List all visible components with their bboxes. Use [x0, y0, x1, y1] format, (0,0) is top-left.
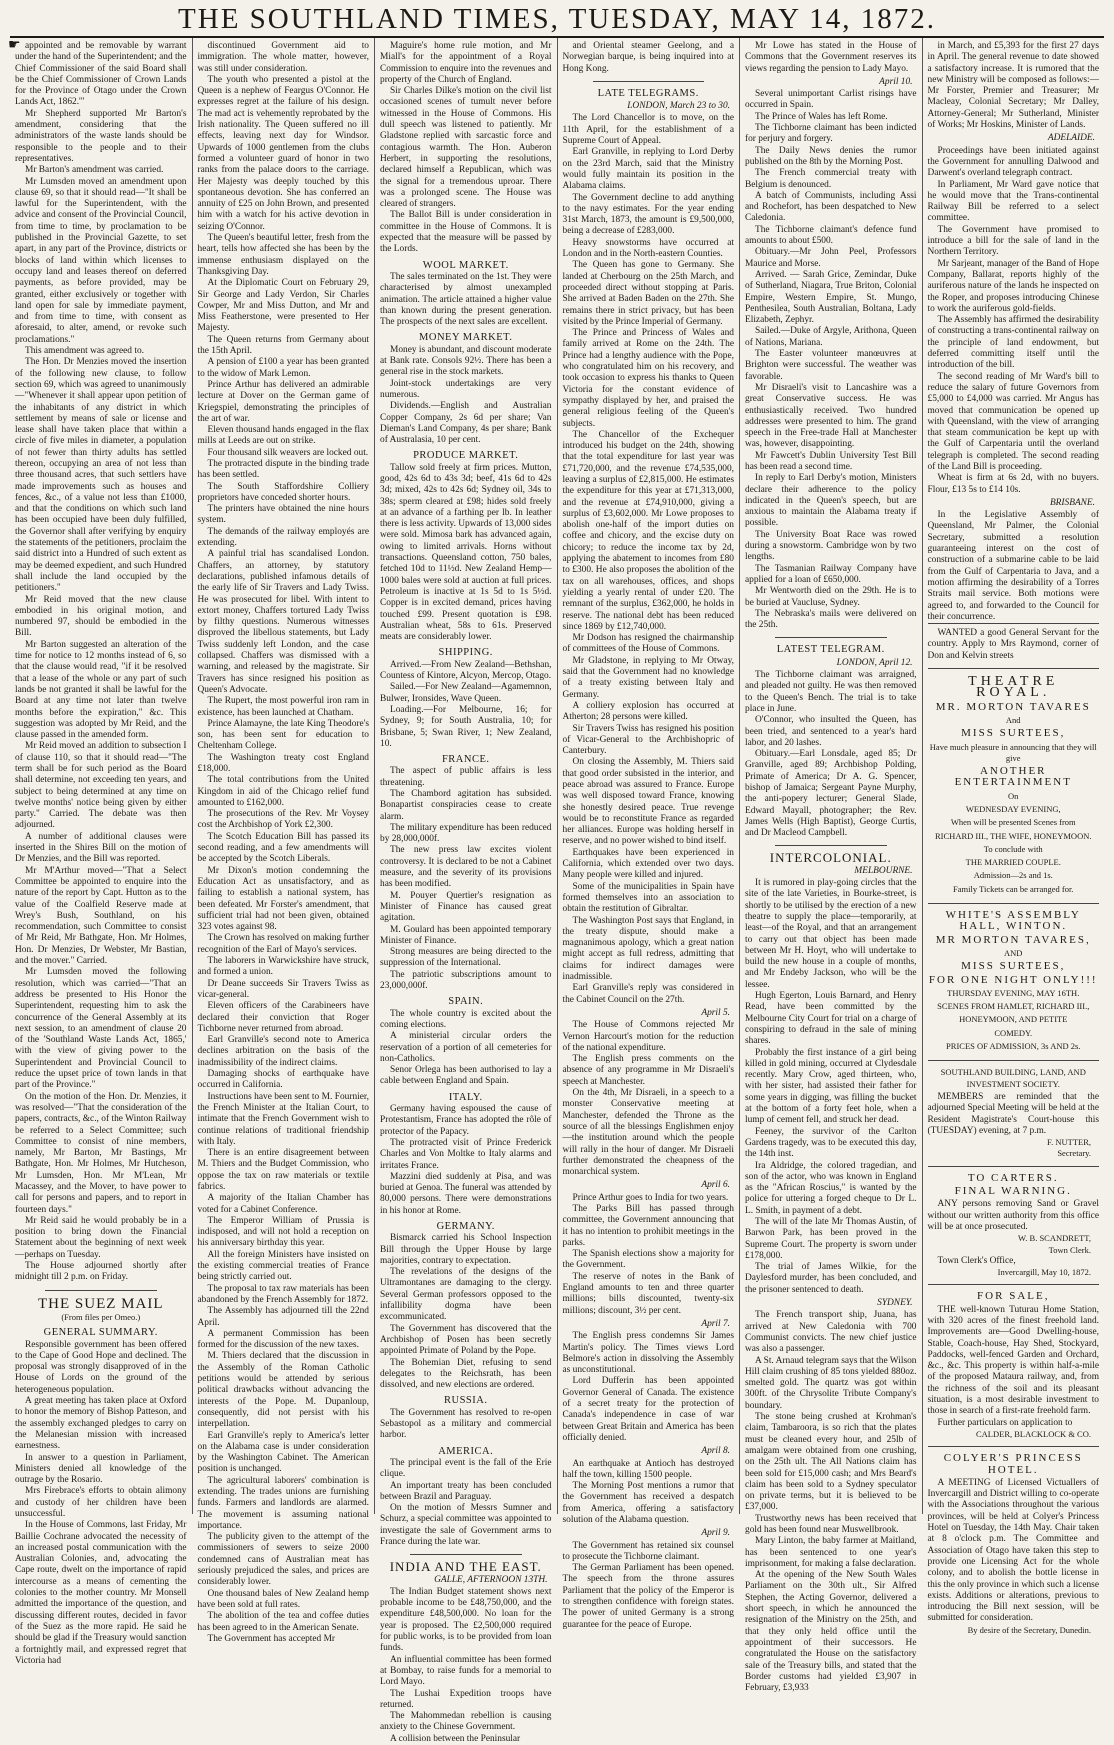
paragraph: The Nebraska's mails were delivered on the 25th. [745, 608, 917, 631]
paragraph: The English press comments on the absence of any programme in Mr Disraeli's speech at Manchester. [562, 1054, 734, 1087]
paragraph: Ira Aldridge, the colored tragedian, and son of the actor, who was known in England as the "African Roscius," is wanted by the police for uttering a forged cheque to Dr L. L. Smith, in payment of a debt. [745, 1160, 917, 1216]
paragraph: At the opening of the New South Wales Parliament on the 30th ult., Sir Alfred Stephen, the Acting Governor, delivered a short speech, in which he announced the resignation of the Ministry on the 25th, and that they only held office until the appointment of their successors. He congratulated the House on the satisfactory sale of the Treasury bills, and stated that the Border customs had yielded £3,907 in February, £3,933 [745, 1570, 917, 1694]
paragraph: A ministerial circular orders the reservation of a portion of all cemeteries for non-Catholics. [380, 1031, 552, 1064]
april-8-dateline: April 8. [701, 1446, 730, 1457]
paragraph: The South Staffordshire Colliery proprietors have conceded shorter hours. [197, 481, 369, 503]
paragraph: Sir Charles Dilke's motion on the civil list occasioned scenes of tumult never before witnessed in the House of Commons. His dull speech was listened to patiently. Mr Gladstone replied with sarcastic force and contagious warmth. The Hon. Auberon Herbert, in supporting the resolutions, declared himself a Republican, which was the signal for a tremendous uproar. There was a prolonged scene. The House was cleared of strangers. [380, 86, 552, 210]
adelaide-dateline: ADELAIDE. [1047, 133, 1095, 144]
paragraph: Earthquakes have been experienced in California, which extended over two days. Many people were killed and injured. [562, 847, 734, 881]
column-1 [10, 38, 193, 1666]
paragraph: The Scotch Education Bill has passed its second reading, and a few amendments will be accepted by the Scotch Liberals. [197, 831, 369, 865]
paragraph: Probably the first instance of a girl being killed in gold mining, occurred at Clydesdale recently. Mary Crow, aged thirteen, who, with her sister, had assisted their father for some years in digging, was filling the bucket at the bottom of a forty feet hole, when a lump of cement fell, and struck her dead. [745, 1047, 917, 1126]
paragraph: The Government has resolved to re-open Sebastopol as a military and commercial harbor. [380, 1407, 552, 1441]
paragraph: The Rupert, the most powerful iron ram in existence, has been launched at Chatham. [197, 696, 369, 718]
sydney [745, 1310, 917, 1694]
paragraph: The new press law excites violent controversy. It is declared to be not a Cabinet measure, and the severity of its provisions has been modified. [380, 845, 552, 890]
paragraph: Arrived.—From New Zealand—Bethshan, Countess of Kintore, Alcyon, Mercop, Otago. [380, 659, 552, 682]
paragraph: The Washington treaty cost England £18,000. [197, 752, 369, 774]
paragraph: Mazzini died suddenly at Pisa, and was buried at Genoa. The funeral was attended by 80,000 persons. There were demonstrations in his honor at Rome. [380, 1171, 552, 1216]
paragraph: On the 4th, Mr Disraeli, in a speech to a monster Conservative meeting at Manchester, defended the Throne as the source of all the blessings Englishmen enjoy—the institution around which the people will rally in the hour of danger. Mr Disraeli further demonstrated the cheapness of the monarchical system. [562, 1088, 734, 1178]
paragraph: Trustworthy news has been received that gold has been found near Muswellbrook. [745, 1513, 917, 1535]
paragraph: Mr Reid said he would probably be in a position to bring down the Financial Statement about the beginning of next week—perhaps on Tuesday. [15, 1215, 187, 1260]
brisbane [928, 510, 1100, 623]
paragraph: An important treaty has been concluded between Brazil and Paraguay. [380, 1480, 552, 1502]
ad-whites-hall [928, 903, 1100, 1060]
paragraph: The Washington Post says that England, in the treaty dispute, should make a magnanimous apology, which a great nation might accept as full redress, admitting that claims for indirect damages were inadmissible. [562, 915, 734, 983]
paragraph: Obituary.—Earl Lonsdale, aged 85; Dr Granville, aged 89; Archbishop Polding, Primate of America; Dr A. G. Spencer, bishop of Jamaica; Sergeant Payne Murphy, the anti-popery lecturer; General Slade, Edward Mayall, photographer; the Rev. James Wells (High Baptist), George Curtis, and Dr Macleod Campbell. [745, 749, 917, 839]
carters-sub: FINAL WARNING. [954, 1185, 1072, 1198]
paragraph: The Queen returns from Germany about the 15th April. [197, 334, 369, 357]
france [380, 766, 552, 992]
paragraph: The prosecutions of the Rev. Mr Voysey cost the Archbishop of York £2,300. [197, 809, 369, 831]
melbourne [745, 878, 917, 1296]
suez-summary [15, 1340, 187, 1668]
paragraph: Dr Deane succeeds Sir Travers Twiss as vicar-general. [197, 978, 369, 1000]
paragraph: The protracted dispute in the binding trade has been settled. [197, 458, 369, 481]
paragraph: At the Diplomatic Court on February 29, Sir George and Lady Verdon, Sir Charles Cowper, Mr and Miss Dutton, and Mr and Miss Featherstone, were presented to Her Majesty. [197, 278, 369, 334]
whites-performer-2: MISS SURTEES, [961, 960, 1066, 973]
paragraph: The reserve of notes in the Bank of England amounts to ten and three quarter millions; bills discounted, twenty-six millions; discount, 3½ per cent. [562, 1271, 734, 1316]
paragraph: The Assembly has affirmed the desirability of constructing a trans-continental railway on the principle of land endowment, but deferred committing itself until the introduction of the bill. [927, 315, 1100, 371]
paragraph: The military expenditure has been reduced by 28,000,000f. [380, 822, 552, 845]
ad-servant-wanted [928, 623, 1100, 668]
paragraph: A permanent Commission has been formed for the discussion of the new taxes. [197, 1328, 369, 1351]
april-10 [745, 89, 917, 631]
india-heading: INDIA AND THE EAST. [389, 1559, 542, 1575]
paragraph: The Lushai Expedition troops have returned. [380, 1688, 552, 1710]
paragraph: The Indian Budget statement shows next probable income to be £48,750,000, and the expenditure £48,500,000. No loan for the year is proposed. The £2,500,000 required for public works, is to be provided from loan funds. [380, 1586, 552, 1654]
april-9-dateline: April 9. [701, 1528, 730, 1539]
paragraph: Hugh Egerton, Louis Barnard, and Henry Read, have been committed by the Melbourne City Court for trial on a charge of conspiring to defraud in the sale of mining shares. [745, 991, 917, 1047]
carters-signature: W. B. SCANDRETT, [1018, 1233, 1091, 1244]
paragraph: Dividends.—English and Australian Copper Company, 2s 6d per share; Van Dieman's Land Company, 4s per share; Bank of Australasia, 10 per cent. [380, 401, 552, 446]
paragraph: The whole country is excited about the coming elections. [380, 1008, 552, 1030]
france-heading: FRANCE. [441, 754, 490, 766]
italy-heading: ITALY. [448, 1091, 483, 1103]
colyer-signature: By desire of the Secretary, Dunedin. [967, 1624, 1091, 1635]
paragraph: Earl Granville's reply to America's letter on the Alabama case is under consideration by the Washington Cabinet. The American position is unchanged. [197, 1430, 369, 1475]
paragraph: In Parliament, Mr Ward gave notice that he would move that the Trans-continental Railway Bill be referred to a select committee. [927, 179, 1099, 224]
paragraph: Senor Orlega has been authorised to lay a cable between England and Spain. [380, 1065, 552, 1087]
late-dateline: LONDON, March 23 to 30. [627, 101, 730, 112]
produce-market-heading: PRODUCE MARKET. [413, 450, 519, 462]
paragraph: Loading.—For Melbourne, 16; for Sydney, 9; for South Australia, 10; for Brisbane, 5; Swan River, 1; New Zealand, 10. [380, 704, 552, 749]
paragraph: Eleven thousand hands engaged in the flax mills at Leeds are out on strike. [197, 425, 369, 447]
whites-scenes-2: HONEYMOON, AND PETITE [959, 1014, 1068, 1025]
theatre-entertainment: ANOTHER ENTERTAINMENT [954, 765, 1072, 789]
paragraph: Mr Dixon's motion condemning the Education Act as unsatisfactory, and as failing to establish a national system, has been defeated. Mr Forster's amendment, that sufficient trial had not been given, obtained 323 votes against 98. [197, 865, 369, 933]
paragraph: Mr Fawcett's Dublin University Test Bill has been read a second time. [745, 450, 917, 472]
paragraph: O'Connor, who insulted the Queen, has been tried, and sentenced to a year's hard labor, and 20 lashes. [745, 715, 917, 748]
paragraph: The printers have obtained the nine hours system. [197, 504, 369, 526]
spain-heading: SPAIN. [448, 996, 484, 1008]
paragraph: The Queen's beautiful letter, fresh from the heart, tells how affected she has been by the immense enthusiasm displayed on the Thanksgiving Day. [197, 233, 369, 277]
paragraph: The English press condemns Sir James Martin's policy. The Times views Lord Belmore's action in dissolving the Assembly as unconstitutional. [562, 1331, 734, 1376]
russia-heading: RUSSIA. [444, 1395, 488, 1407]
paragraph: The second reading of Mr Ward's bill to reduce the salary of future Governors from £5,000 to £4,000 was carried. Mr Angus has moved that communication be opened up with Queensland, with the view of arranging that steam communication be kept up with the Gulf of Carpentaria until the overland telegraph is completed. The second reading of the Land Bill is proceeding. [927, 371, 1099, 472]
wool-market [380, 272, 552, 328]
paragraph: Some of the municipalities in Spain have formed themselves into an association to obtain the restitution of Gibraltar. [562, 881, 734, 915]
colyer-body: A MEETING of Licensed Victuallers of Invercargill and District willing to co-operate with the Associations throughout the various provinces, will be held at Colyer's Princess Hotel on Tuesday, the 14th May. Chair taken at 8 o'clock p.m. The Committee and Association of Otago have taken this step to provide one Licensing Act for the whole colony, and to abolish the bottle license in this the only province in which such a license exists. Additions or alterations, previous to introducing the Bill next session, will be submitted for consideration. [927, 1477, 1099, 1624]
money-market-heading: MONEY MARKET. [419, 332, 513, 344]
paragraph: The aspect of public affairs is less threatening. [380, 766, 552, 788]
paragraph: The principal event is the fall of the Erie clique. [380, 1457, 552, 1480]
paragraph: in March, and £5,393 for the first 27 days in April. The general revenue to date showed a satisfactory increase. It is rumored that the new Ministry will be composed as follows:—Mr Forster, Premier and Treasurer; Mr Macleay, Colonial Secretary; Mr Dalley, Attorney-General; Mr Sutherland, Minister of Works; Mr Hoskins, Minister of Lands. [927, 41, 1099, 131]
whites-prices: PRICES OF ADMISSION, 3s AND 2s. [946, 1041, 1081, 1052]
paragraph: Mr Lumsden moved an amendment upon clause 69, so that it should read—"It shall be lawful for the Superintendent, with the advice and consent of the Provincial Council, from time to time, by proclamation to be published in the Provincial Gazette, to set apart, in any part of the Province, districts or blocks of land within which licenses to occupy land and leases thereof on deferred payments, as before provided, may be granted, either exclusively or together with land open for sale by immediate payment, and from time to time, with consent as aforesaid, to alter, amend, or revoke such proclamations." [15, 176, 187, 345]
late-telegrams [563, 113, 735, 1005]
paragraph: Eleven officers of the Carabineers have declared their conviction that Roger Tichborne never returned from abroad. [197, 1001, 369, 1034]
paragraph: Mr Reid moved that the new clause embodied in his original motion, and numbered 97, should be embodied in the Bill. [15, 594, 187, 639]
paragraph: The University Boat Race was rowed during a snowstorm. Cambridge won by two lengths. [745, 529, 917, 563]
paragraph: An earthquake at Antioch has destroyed half the town, killing 1500 people. [562, 1458, 734, 1480]
theatre-plays: RICHARD III., THE WIFE, HONEYMOON. [935, 830, 1092, 841]
whites-scenes-3: COMEDY. [994, 1027, 1033, 1038]
april-10-dateline: April 10. [879, 76, 913, 87]
paragraph: The French transport ship, Juana, has arrived at New Caledonia with 700 Communist convicts. The new chief justice was also a passenger. [745, 1310, 917, 1355]
column-5 [740, 38, 923, 1694]
ad-to-carters [928, 1166, 1100, 1285]
divider [775, 845, 887, 846]
paragraph: The Daily News denies the rumor published on the 8th by the Morning Post. [745, 145, 917, 167]
paragraph: A collision between the Peninsular [390, 1733, 521, 1744]
telegram-lead [745, 41, 917, 75]
paragraph: In the Legislative Assembly of Queensland, Mr Palmer, the Colonial Secretary, submitted a resolution guaranteeing interest on the cost of construction of a submarine cable to be laid from the Gulf of Carpentaria to Java, and a motion affirming the desirability of a Torres Straits mail service. Both motions were agreed to, and forwarded to the Council for their concurrence. [927, 510, 1099, 622]
paragraph: Earl Granville's reply was considered in the Cabinet Council on the 27th. [562, 983, 734, 1005]
paragraph: The Government decline to add anything to the navy estimates. For the year ending 31st March, 1873, the amount is £9,500,000, being a decrease of £283,000. [562, 192, 734, 237]
paragraph: The demands of the railway employés are extending. [197, 526, 369, 549]
paragraph: Damaging shocks of earthquake have occurred in California. [197, 1069, 369, 1091]
suez-summary-continued [198, 41, 370, 1645]
society-role: Secretary. [1057, 1148, 1091, 1159]
ad-building-society [928, 1060, 1100, 1165]
colyer-title: COLYER'S PRINCESS HOTEL. [943, 1452, 1083, 1476]
paragraph: Mr M'Arthur moved—"That a Select Committee be appointed to enquire into the nature of the report by Capt. Hutton as to the value of the Coalfield Reserve made at Wrey's Bush, Southland, on his recommendation, such Committee to consist of Mr Reid, Mr Bathgate, Hon. Mr Holmes, Hon. Dr Menzies, Dr Webster, Mr Bastian, and the mover." Carried. [15, 865, 187, 967]
paragraph: The Tasmanian Railway Company have applied for a loan of £650,000. [745, 563, 917, 585]
society-title: SOUTHLAND BUILDING, LAND, AND INVESTMENT SOCIETY. [940, 1067, 1086, 1089]
columns [10, 38, 1104, 1744]
divider [775, 637, 887, 638]
april-7 [563, 1331, 735, 1444]
carters-date: Invercargill, May 10, 1872. [997, 1267, 1091, 1278]
paragraph: The publicity given to the attempt of the commissioners of sewers to seize 2000 condemned cans of Australian meat has seriously prejudiced the sales, and prices are considerably lower. [197, 1532, 369, 1588]
carters-office: Town Clerk's Office, [937, 1255, 1016, 1266]
germany-heading: GERMANY. [436, 1220, 495, 1232]
suez-source: (From files per Omeo.) [61, 1311, 141, 1322]
theatre-conclude: To conclude with [983, 843, 1043, 854]
carters-title: TO CARTERS. [967, 1171, 1059, 1184]
russia [380, 1408, 552, 1442]
paragraph: The abolition of the tea and coffee duties has been agreed to in the American Senate. [197, 1611, 369, 1633]
column-6 [923, 38, 1105, 1635]
paragraph: The revelations of the designs of the Ultramontanes are damaging to the clergy. Several German professors opposed to the infallibility dogma have been excommunicated. [380, 1267, 552, 1323]
ad-theatre-royal [928, 668, 1100, 903]
paragraph: Feeney, the survivor of the Carlton Gardens tragedy, was to be executed this day, the 14th inst. [745, 1126, 917, 1160]
paragraph: The Tichborne claimant has been indicted for perjury and forgery. [745, 123, 917, 145]
adelaide [928, 146, 1100, 496]
sydney-continued [928, 41, 1100, 131]
paragraph: Tallow sold freely at firm prices. Mutton, good, 42s 6d to 43s 3d; beef, 41s 6d to 42s 3d; mixed, 42s to 42s 6d; Sydney oil, 34s to 38s; sperm cleared at £98; hides sold freely at an advance of a farthing per lb. In leather there is less activity. Upwards of 13,000 sides were sold. Mimosa bark has advanced again, owing to limited arrivals. Horns without transactions. Queensland cotton, 750 bales, fetched 10d to 11½d. New Zealand Hemp—1000 bales were sold at auction at full prices. Petroleum is inactive at 1s 5d to 1s 5½d. Copper is in excited demand, prices having touched £99. Present quotation is £98. Australian wheat, 58s to 61s. Preserved meats are considerably lower. [380, 462, 552, 643]
paragraph: An influential committee has been formed at Bombay, to raise funds for a memorial to Lord Mayo. [380, 1654, 552, 1688]
paragraph: A number of additional clauses were inserted in the Shires Bill on the motion of Dr Menzies, and the Bill was reported. [15, 831, 187, 865]
paragraph: Mr Reid moved an addition to subsection I of clause 110, so that it should read—"The term shall be for such period as the Board shall determine, not exceeding ten years, and subject to being determined at any time on twelve months' notice being given by either party." Carried. The debate was then adjourned. [15, 741, 187, 831]
theatre-couple: THE MARRIED COUPLE. [965, 857, 1061, 868]
paragraph: The German Parliament has been opened. The speech from the throne assures Parliament that the policy of the Emperor is to strengthen confidence with foreign states. The power of united Germany is a strong guarantee for the peace of Europe. [562, 1563, 734, 1630]
paragraph: Mr Shepherd supported Mr Barton's amendment, considering that the administrators of the waste lands should be responsible to the people and to their representatives. [15, 108, 187, 164]
paragraph: The Prince of Wales has left Rome. [755, 111, 888, 122]
paragraph: On the motion of the Hon. Dr. Menzies, it was resolved—"That the consideration of the papers, contracts, &c., of the Winton Railway be referred to a Select Committee; such Committee to consist of nine members, namely, Mr Barton, Mr Bastings, Mr Bathgate, Hon. Mr Holmes, Mr Hutcheson, Mr Lumsden, Hon. Mr M'Lean, Mr Macassey, and the Mover, to have power to call for persons and papers, and to report in fourteen days." [15, 1091, 187, 1215]
april-8 [563, 1459, 735, 1527]
theatre-when: When will be presented Scenes from [950, 817, 1076, 828]
forsale-title: FOR SALE, [977, 1290, 1050, 1303]
paragraph: Mr Lowe has stated in the House of Commons that the Government reserves its views regarding the pension to Lady Mayo. [745, 41, 917, 74]
paragraph: A colliery explosion has occurred at Atherton; 28 persons were killed. [562, 700, 734, 723]
whites-date: THURSDAY EVENING, MAY 16TH. [947, 987, 1080, 998]
whites-performer-1: MR MORTON TAVARES, [935, 933, 1091, 946]
paragraph: Heavy snowstorms have occurred at London and in the North-eastern Counties. [562, 237, 734, 260]
paragraph: The Chambord agitation has subsided. Bonapartist conspiracies cease to create alarm. [380, 789, 552, 822]
theatre-on: On [1008, 790, 1019, 801]
paragraph: All the foreign Ministers have insisted on the existing commercial treaties of France being strictly carried out. [197, 1249, 369, 1283]
paragraph: Proceedings have been initiated against the Government for annulling Dalwood and Darwent's overland telegraph contract. [927, 145, 1099, 179]
theatre-performer-2: MISS SURTEES, [961, 727, 1066, 740]
society-body: MEMBERS are reminded that the adjourned Special Meeting will be held at the Resident Magistrate's Court-house this (TUESDAY) evening, at 7 p.m. [927, 1091, 1099, 1136]
forsale-further: Further particulars on application to [937, 1417, 1073, 1428]
paragraph: On closing the Assembly, M. Thiers said that good order subsisted in the interior, and peace abroad was assured to France. Europe was well disposed toward France, knowing she honestly desired peace. True revenge would be to reconstitute France as regarded her alliances. Europe was holding herself in reserve, and no power wished to bind itself. [562, 757, 734, 847]
theatre-note: Have much pleasure in announcing that they will give [929, 741, 1097, 763]
theatre-family: Family Tickets can be arranged for. [953, 883, 1074, 894]
america-heading: AMERICA. [438, 1445, 494, 1457]
paragraph: Sailed.—For New Zealand—Agamemnon, Bulwer, Ironsides, Wave Queen. [380, 682, 552, 704]
paragraph: The protracted visit of Prince Frederick Charles and Von Moltke to Italy alarms and irritates France. [380, 1137, 552, 1171]
paragraph: A painful trial has scandalised London. Chaffers, an attorney, by statutory declarations, published infamous details of the early life of Sir Travers and Lady Twiss. He was prosecuted for libel. With intent to extort money, Chaffers tortured Lady Twiss by filthy questions. Numerous witnesses disproved the libellous statements, but Lady Twiss suddenly left London, and the case collapsed. Chaffers was dismissed with a warning, and released by the magistrate. Sir Travers has since resigned his position as Queen's Advocate. [197, 549, 369, 695]
whites-one-night: FOR ONE NIGHT ONLY!!! [928, 973, 1098, 986]
paragraph: Earl Granville, in replying to Lord Derby on the 23rd March, said that the Ministry would fully maintain its position in the Alabama claims. [562, 147, 734, 192]
germany [380, 1233, 552, 1391]
paragraph: M. Pouyer Quertier's resignation as Minister of Finance has caused great agitation. [380, 890, 552, 924]
paragraph: It is rumored in play-going circles that the site of the late Varieties, in Bourke-street, is shortly to be utilised by the erection of a new theatre to supply the place—temporarily, at least—of the Royal, and that an arrangement to carry out that object has been made between Mr H. Hoyt, who will undertake to build the new house in a couple of months, and Mr Endeby Jackson, who will be the lessee. [745, 878, 917, 990]
paragraph: On the motion of Messrs Sumner and Schurz, a special committee was appointed to investigate the sale of Government arms to France during the late war. [380, 1503, 552, 1547]
produce-market [380, 463, 552, 644]
paragraph: Arrived. — Sarah Grice, Zemindar, Duke of Sutherland, Niagara, True Briton, Colonial Empire, Western Empire, St. Mungo, Penthesilea, South Australian, Boltana, Lady Elizabeth, Zephyr. [745, 269, 917, 326]
latest-telegram-heading: LATEST TELEGRAM. [776, 644, 885, 656]
paragraph: Bismarck carried his School Inspection Bill through the Upper House by large majorities, contrary to expectation. [380, 1233, 552, 1266]
ad-for-sale [928, 1284, 1100, 1446]
divider [410, 1554, 522, 1555]
paragraph: Germany having espoused the cause of Protestantism, France has adopted the rôle of protector of the Papacy. [380, 1104, 552, 1137]
paragraph: Mr Disraeli's visit to Lancashire was a great Conservative success. He was enthusiastically received. Two hundred addresses were presented to him. The grand speech in the Free-trade Hall at Manchester was, however, disappointing. [745, 382, 917, 450]
whites-title: WHITE'S ASSEMBLY HALL, WINTON. [945, 909, 1081, 933]
paragraph: The total contributions from the United Kingdom in aid of the Chicago relief fund amounted to £162,000. [197, 775, 369, 808]
paragraph: The Tichborne claimant's defence fund amounts to about £500. [745, 224, 917, 247]
paragraph: The youth who presented a pistol at the Queen is a nephew of Feargus O'Connor. He expresses regret at the failure of his design. The mad act is vehemently reprobated by the Irish nationality. The Queen suffered no ill effects, leaving next day for Windsor. Upwards of 1000 gentlemen from the clubs formed a volunteer guard of honor in two ranks from the palace doors to the carriage. Her Majesty was deeply touched by this spontaneous devotion. She has conferred an annuity of £25 on John Brown, and presented him with a watch for his active devotion in seizing O'Connor. [197, 74, 369, 232]
paragraph: Joint-stock undertakings are very numerous. [380, 378, 552, 400]
paragraph: The Bohemian Diet, refusing to send delegates to the Reichsrath, has been dissolved, and new elections are ordered. [380, 1357, 552, 1391]
paragraph: One thousand bales of New Zealand hemp have been sold at full rates. [197, 1588, 369, 1610]
paragraph: The stone being crushed at Krohman's claim, Tambaroora, is so rich that the plates must be cleaned every hour, and 25lb of amalgam were obtained from one crushing, on the 25th ult. The All Nations claim has been sold for £15,000 cash; and Mrs Beard's claim has been sold to a Sydney speculator on private terms, but it is believed to be £37,000. [745, 1412, 917, 1513]
paragraph: and Oriental steamer Geelong, and a Norwegian barque, is being inquired into at Hong Kong. [562, 41, 734, 74]
paragraph: M. Goulard has been appointed temporary Minister of Finance. [380, 924, 552, 946]
paragraph: The trial of James Wilkie, for the Daylesford murder, has been concluded, and the prisoner sentenced to death. [745, 1262, 917, 1295]
april-6-dateline: April 6. [701, 1180, 730, 1191]
paragraph: Four thousand silk weavers are locked out. [207, 447, 369, 458]
latest-telegram [745, 670, 917, 839]
paragraph: Mr Lumsden moved the following resolution, which was carried—"That an address be presented to His Honor the Superintendent, requesting him to ask the concurrence of the General Assembly at its next session, to an amendment of clause 20 of the 'Southland Waste Lands Act, 1865,' with the view of giving power to the Superintendent and Provincial Council to reduce the upset price of town lands in that part of the Province." [15, 967, 187, 1091]
paragraph: The will of the late Mr Thomas Austin, of Barwon Park, has been proved in the Supreme Court. The property is sworn under £178,000. [745, 1216, 917, 1261]
theatre-admission: Admission—2s and 1s. [973, 870, 1053, 881]
america [380, 1458, 552, 1548]
pointing-hand-icon: ☛ [8, 38, 21, 53]
wool-market-heading: WOOL MARKET. [422, 259, 509, 271]
paragraph: The French commercial treaty with Belgium is denounced. [745, 168, 917, 190]
india [380, 1587, 552, 1745]
shipping-heading: SHIPPING. [438, 647, 493, 659]
carters-body: ANY persons removing Sand or Gravel without our written authority from this office will be at once prosecuted. [927, 1199, 1099, 1232]
paragraph: The House of Commons rejected Mr Vernon Harcourt's motion for the reduction of the national expenditure. [562, 1020, 734, 1053]
brisbane-dateline: BRISBANE. [1049, 497, 1095, 508]
paragraph: Maguire's home rule motion, and Mr Miall's for the appointment of a Royal Commission to enquire into the revenues and property of the Church of England. [380, 41, 552, 85]
paragraph: There is an entire disagreement between M. Thiers and the Budget Commission, who oppose the tax on raw materials or textile fabrics. [197, 1148, 369, 1192]
paragraph: The Prince and Princess of Wales and family arrived at Rome on the 24th. The Prince had a lengthy audience with the Pope, who congratulated him on his recovery, and took occasion to express his thanks to Queen Victoria for the constant evidence of sympathy displayed by her, and praised the general religious feeling of the Queen's subjects. [562, 328, 734, 429]
forsale-signature: CALDER, BLACKLOCK & CO. [976, 1428, 1091, 1439]
paragraph: In reply to Earl Derby's motion, Ministers declare their adherence to the policy indicated in the Queen's speech, but are anxious to maintain the Alabama treaty if possible. [745, 473, 917, 529]
paragraph: Money is abundant, and discount moderate at Bank rate. Consols 92½. There has been a general rise in the stock markets. [380, 344, 552, 378]
forsale-body: THE well-known Tuturau Home Station, with 320 acres of the finest freehold land. Improvements are—Good Dwelling-house, Stable, Coach-house, Hay Shed, Stockyard, Paddocks, well-fenced Garden and Orchard, &c., &c. This property is within half-a-mile of the proposed Mataura railway, and, from the richness of the soil and its pleasant situation, is a most desirable investment to those in search of a first-rate freehold farm. [927, 1304, 1099, 1417]
paragraph: A batch of Communists, including Assi and Rochefort, has been despatched to New Caledonia. [745, 190, 917, 224]
paragraph: Sir Travers Twiss has resigned his position of Vicar-General to the Archbishopric of Canterbury. [562, 723, 734, 757]
paragraph: Obituary.—Mr John Peel, Professors Maurice and Morse. [745, 247, 917, 269]
paragraph: Wheat is firm at 6s 2d, with no buyers. Flour, £13 5s to £14 10s. [927, 473, 1099, 495]
paragraph: The proposal to tax raw materials has been abandoned by the French Assembly for 1872. [197, 1283, 369, 1305]
summary-lead [380, 41, 552, 256]
paragraph: The Crown has resolved on making further recognition of the Earl of Mayo's services. [197, 933, 369, 955]
paragraph: The Government has discovered that the Archbishop of Posen has been secretly appointed Primate of Poland by the Pope. [380, 1323, 552, 1357]
paragraph: Earl Granville's second note to America declines arbitration on the basis of the inadmissibility of the indirect claims. [197, 1035, 369, 1068]
whites-scenes: SCENES FROM HAMLET, RICHARD III., [937, 1001, 1090, 1012]
theatre-title: THEATRE ROYAL. [968, 674, 1059, 701]
paragraph: The laborers in Warwickshire have struck, and formed a union. [197, 956, 369, 978]
april-7-dateline: April 7. [701, 1318, 730, 1329]
paragraph: The Government has retained six counsel to prosecute the Tichborne claimant. [562, 1540, 734, 1562]
money-market [380, 345, 552, 447]
shipping [380, 660, 552, 750]
april-5 [563, 1020, 735, 1178]
paragraph: The Hon. Dr Menzies moved the insertion of the following new clause, to follow section 69, which was agreed to unanimously—"Whenever it shall appear upon petition of the inhabitants of any district in which settlement by means of sale or license and lease shall have taken place that within a circle of five miles in diameter, a population of not fewer than thirty adults has settled thereon, occupying an area of not less than three thousand acres, that such settlers have made improvements such as houses and fences, &c., of a value not less than £1000, and that the conditions on which such land has been occupied have been duly fulfilled, the Governor shall after verifying by enquiry the statements of the petitioners, proclaim the said district into a Hundred of such extent as may be deemed expedient, and such Hundred shall include the land occupied by the petitioners." [15, 357, 187, 594]
paragraph: In answer to a question in Parliament, Ministers denied all knowledge of the outrage by the Rosario. [15, 1452, 187, 1486]
paragraph: A St. Arnaud telegram says that the Wilson Hill claim crushing of 85 tons yielded 880oz. smelted gold. The quartz was got within 300ft. of the Chrysolite Tribute Company's boundary. [745, 1355, 917, 1411]
paragraph: Prince Arthur has delivered an admirable lecture at Dover on the German game of Kriegspiel, demonstrating the principles of the art of war. [197, 379, 369, 424]
paragraph: The Morning Post mentions a rumor that the Government has received a despatch from America, offering a satisfactory solution of the Alabama question. [562, 1481, 734, 1525]
paragraph: A majority of the Italian Chamber has voted for a Cabinet Conference. [197, 1193, 369, 1215]
april-9 [563, 1541, 735, 1631]
paragraph: Lord Dufferin has been appointed Governor General of Canada. The existence of a secret treaty for the protection of Canada's independence in case of war between Great Britain and America has been officially denied. [562, 1376, 734, 1443]
paragraph: The sales terminated on the 1st. They were characterised by almost unexampled animation. The article attained a higher value than known during the present generation. The prospects of the next sales are excellent. [380, 271, 552, 328]
society-signature: F. NUTTER, [1047, 1137, 1091, 1148]
paragraph: Mr Wentworth died on the 29th. He is to be buried at Vaucluse, Sydney. [745, 586, 917, 608]
paragraph: Mrs Firebrace's efforts to obtain alimony and custody of her children have been unsuccessful. [15, 1486, 187, 1519]
masthead: THE SOUTHLAND TIMES, TUESDAY, MAY 14, 1872. [10, 0, 1104, 38]
paragraph: Prince Alamayne, the late King Theodore's son, has been sent for education to Cheltenham College. [197, 718, 369, 752]
paragraph: The Government has accepted Mr [207, 1633, 336, 1644]
paragraph: The Emperor William of Prussia is indisposed, and will not hold a reception on his anniversary birthday this year. [197, 1215, 369, 1249]
theatre-performer-1: MR. MORTON TAVARES [935, 700, 1091, 713]
paragraph: The agricultural laborers' combination is extending. The trades unions are furnishing funds. Farmers and landlords are alarmed. The movement is assuming national importance. [197, 1475, 369, 1531]
paragraph: A great meeting has taken place at Oxford to honor the memory of Bishop Patteson, and the assembly exchanged pledges to carry on the Melanesian mission with increased earnestness. [15, 1396, 187, 1452]
paragraph: Mr Sarjeant, manager of the Band of Hope Company, Ballarat, reports highly of the auriferous nature of the lands he inspected on the Roper, and proposes introducing Chinese to work the auriferous gold-fields. [927, 258, 1099, 314]
carters-role: Town Clerk. [1048, 1244, 1091, 1255]
paragraph: The House adjourned shortly after midnight till 2 p.m. on Friday. [15, 1261, 187, 1283]
paragraph: Instructions have been sent to M. Fournier, the French Minister at the Italian Court, to intimate that the French Government wish to continue relations of traditional friendship with Italy. [197, 1091, 369, 1147]
latest-dateline: LONDON, April 12. [836, 657, 913, 668]
column-3 [375, 38, 558, 1744]
paragraph: In the House of Commons, last Friday, Mr Baillie Cochrane advocated the necessity of an increased postal communication with the Australian Colonies, and, advocating the Cape route, dwelt on the importance of rapid intercourse as a means of cementing the colonies to the mother country. Mr Monsell admitted the importance of the question, and discussing different routes, decided in favor of the Suez as the more rapid. He said he should be glad if the Treasury would sanction a fortnightly mail, and expressed regret that Victoria had [15, 1520, 187, 1666]
paragraph: The Parks Bill has passed through committee, the Government announcing that it has no intention to prohibit meetings in the parks. [562, 1203, 734, 1248]
council-report [15, 41, 187, 1284]
general-summary-heading: GENERAL SUMMARY. [43, 1327, 158, 1339]
april-5-dateline: April 5. [701, 1007, 730, 1018]
paragraph: discontinued Government aid to immigration. The whole matter, however, was still under consideration. [197, 41, 369, 74]
april-6 [563, 1193, 735, 1317]
paragraph: Sailed.—Duke of Argyle, Arithona, Queen of Nations, Mariana. [745, 326, 917, 348]
paragraph: The Lord Chancellor is to move, on the 11th April, for the establishment of a Supreme Court of Appeal. [562, 113, 734, 147]
paragraph: The Chancellor of the Exchequer introduced his budget on the 24th, showing that the total expenditure for last year was £71,720,000, and the revenue £74,535,000, leaving a surplus of £2,815,000. He estimates the expenditure for this year at £71,313,000, and the revenue at £74,910,000, giving a surplus of £3,602,000. Mr Lowe proposes to abolish one-half of the import duties on coffee and chicory, and the excise duty on chicory; to reduce the income tax by 2d, applying the abatement to incomes from £80 to £300. He also proposes the abolition of the tax on all warehouses, offices, and shops yielding a yearly rental of under £20. The remnant of the surplus, £362,000, he holds in reserve. The national debt has been reduced since 1869 by £12,740,000. [562, 429, 734, 632]
theatre-date: WEDNESDAY EVENING, [965, 804, 1061, 814]
divider [45, 1290, 157, 1291]
paragraph: Responsible government has been offered to the Cape of Good Hope and declined. The proposal was strongly disapproved of in the House of Lords on the ground of the heterogeneous population. [15, 1339, 187, 1395]
paragraph: Strong measures are being directed to the suppression of the International. [380, 947, 552, 969]
paragraph: appointed and be removable by warrant under the hand of the Superintendent; and the Chief Commissioner of the said Board shall be the Chief Commissioner of Crown Lands for the Province of Otago under the Crown Lands Act, 1862.'" [15, 41, 187, 108]
paragraph: The Queen has gone to Germany. She landed at Cherbourg on the 25th March, and proceeded direct without stopping at Paris. She arrived at Baden Baden on the 27th. She remains there in strict privacy, but has been visited by the Prince Imperial of Germany. [562, 260, 734, 327]
melbourne-dateline: MELBOURNE. [854, 865, 913, 876]
paragraph: This amendment was agreed to. [25, 346, 144, 357]
paragraph: Mr Barton's amendment was carried. [25, 165, 164, 176]
paragraph: The Tichborne claimant was arraigned, and pleaded not guilty. He was then removed to the Queen's Bench. The trial is to take place in June. [745, 670, 917, 714]
paragraph: The Government have promised to introduce a bill for the sale of land in the Northern Territory. [927, 224, 1099, 258]
india-continued [563, 41, 735, 75]
paragraph: Mr Dodson has resigned the chairmanship of committees of the House of Commons. [562, 633, 734, 655]
paragraph: The Ballot Bill is under consideration in committee in the House of Commons. It is expected that the measure will be passed by the Lords. [380, 210, 552, 255]
intercolonial-heading: INTERCOLONIAL. [769, 850, 892, 866]
paragraph: The Mahommedan rebellion is causing anxiety to the Chinese Government. [380, 1711, 552, 1733]
india-dateline: GALLE, AFTERNOON 13TH. [434, 1574, 548, 1585]
divider [593, 81, 705, 82]
theatre-and: And [1005, 714, 1021, 725]
paragraph: A pension of £100 a year has been granted to the widow of Mark Lemon. [197, 357, 369, 379]
ad-colyers-hotel [928, 1446, 1100, 1642]
paragraph: Mary Linton, the baby farmer at Maitland, has been sentenced to one year's imprisonment, for making a false declaration. [745, 1536, 917, 1569]
sydney-dateline: SYDNEY. [877, 1298, 913, 1309]
column-2 [193, 38, 376, 1644]
column-4 [558, 38, 741, 1630]
ad-servant-text: WANTED a good General Servant for the country. Apply to Mrs Raymond, corner of Don and Kelvin streets [927, 628, 1099, 661]
paragraph: The Easter volunteer manœuvres at Brighton were successful. The weather was favorable. [745, 349, 917, 382]
paragraph: Several unimportant Carlist risings have occurred in Spain. [745, 89, 917, 111]
paragraph: The Spanish elections show a majority for the Government. [562, 1249, 734, 1271]
paragraph: Prince Arthur goes to India for two years. [572, 1192, 729, 1203]
paragraph: Mr Gladstone, in replying to Mr Otway, said that the Government had no knowledge of a treaty existing between Italy and Germany. [562, 655, 734, 700]
late-telegrams-heading: LATE TELEGRAMS. [597, 87, 699, 99]
paragraph: The Assembly has adjourned till the 22nd April. [197, 1306, 369, 1328]
suez-mail-heading: THE SUEZ MAIL [38, 1295, 164, 1312]
spain [380, 1009, 552, 1088]
whites-and: AND [1004, 947, 1023, 958]
paragraph: M. Thiers declared that the discussion in the Assembly of the Roman Catholic petitions would be attended by serious political drawbacks without advancing the interests of the Pope. M. Dupanloup, consequently, did not persist with his interpellation. [197, 1351, 369, 1430]
italy [380, 1104, 552, 1217]
paragraph: The patriotic subscriptions amount to 23,000,000f. [380, 969, 552, 992]
paragraph: Mr Barton suggested an alteration of the time for notice to 12 months instead of 6, so that the clause would read, "if it be resolved that a lease of the whole or any part of such lands be not granted it shall be lawful for the Board at any time not later than twelve months before the expiration," &c. This suggestion was adopted by Mr Reid, and the clause passed in the amended form. [15, 639, 187, 741]
